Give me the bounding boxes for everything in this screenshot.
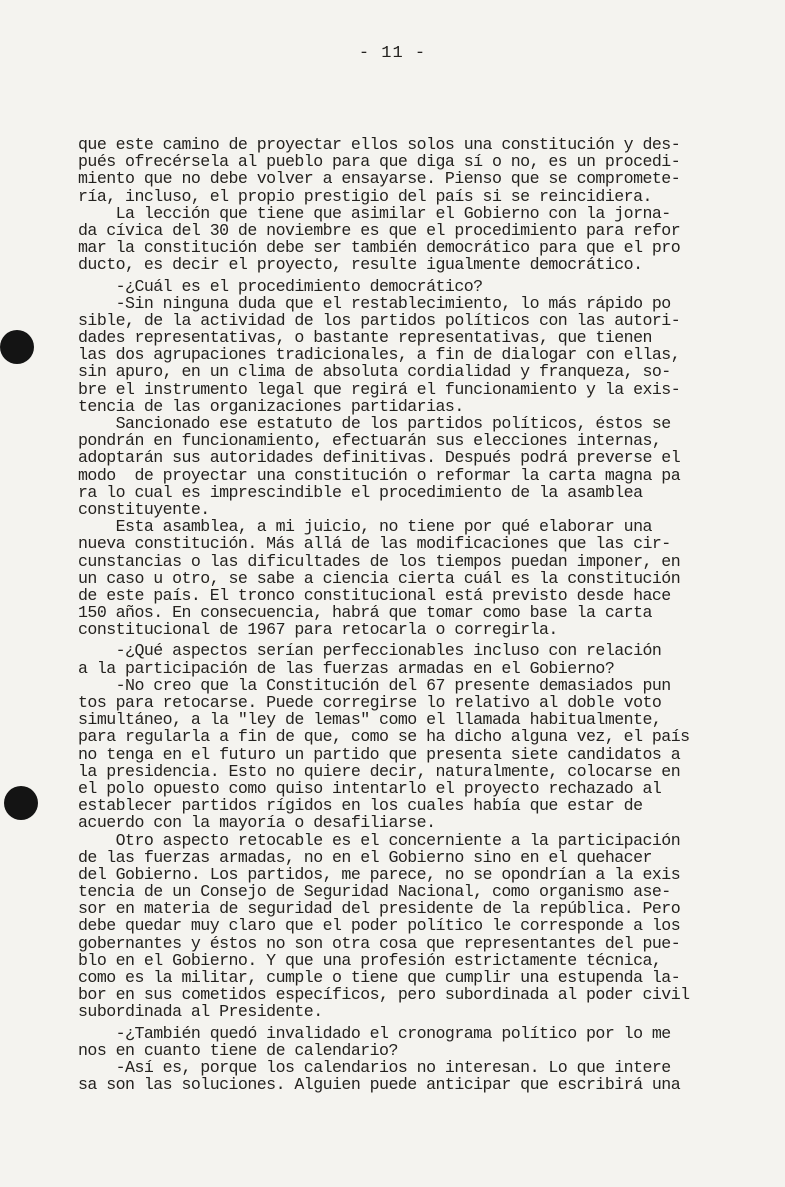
text-line: ducto, es decir el proyecto, resulte igualmente democrático. — [78, 255, 643, 275]
text-line: Esta asamblea, a mi juicio, no tiene por qué elaborar una — [78, 517, 652, 537]
paragraph — [78, 642, 738, 676]
text-line: la presidencia. Esto no quiere decir, naturalmente, colocarse en — [78, 761, 681, 781]
text-line: tos para retocarse. Puede corregirse lo relativo al doble voto — [78, 693, 662, 712]
text-line: que este camino de proyectar ellos solos una constitución y des- — [78, 135, 681, 154]
text-line: -Así es, porque los calendarios no interesan. Lo que intere — [78, 1057, 671, 1077]
text-line: constitucional de 1967 para retocarla o corregirla. — [78, 620, 558, 640]
text-line: -Sin ninguna duda que el restablecimiento, lo más rápido po — [78, 293, 671, 313]
text-line: las dos agrupaciones tradicionales, a fin de dialogar con ellas, — [78, 345, 681, 365]
text-line: dades representativas, o bastante representativas, que tienen — [78, 328, 652, 348]
text-line: nueva constitución. Más allá de las modificaciones que las cir- — [78, 534, 671, 554]
paragraph — [78, 278, 738, 295]
paragraph — [78, 677, 738, 832]
text-line: acuerdo con la mayoría o desafiliarse. — [78, 813, 436, 833]
paragraph — [78, 518, 738, 638]
paragraph — [78, 832, 738, 1021]
text-line: no tenga en el futuro un partido que presenta siete candidatos a — [78, 744, 681, 764]
text-line: blo en el Gobierno. Y que una profesión estrictamente técnica, — [78, 950, 662, 970]
text-line: miento que no debe volver a ensayarse. Pienso que se compromete- — [78, 169, 681, 189]
text-line: sa son las soluciones. Alguien puede anticipar que escribirá una — [78, 1075, 681, 1095]
text-line: tencia de las organizaciones partidarias. — [78, 396, 464, 416]
punch-hole — [0, 330, 34, 364]
text-line: un caso u otro, se sabe a ciencia cierta cuál es la constitución — [78, 568, 681, 588]
paragraph — [78, 1059, 738, 1093]
text-line: ría, incluso, el propio prestigio del país si se reincidiera. — [78, 186, 652, 206]
text-line: para regularla a fin de que, como se ha dicho alguna vez, el país — [78, 727, 690, 747]
text-line: 150 años. En consecuencia, habrá que tomar como base la carta — [78, 603, 652, 623]
paragraph — [78, 295, 738, 415]
text-line: modo de proyectar una constitución o reformar la carta magna pa — [78, 465, 681, 485]
text-line: nos en cuanto tiene de calendario? — [78, 1040, 398, 1060]
body-text — [78, 136, 738, 1093]
text-line: tencia de un Consejo de Seguridad Nacional, como organismo ase- — [78, 882, 671, 902]
page-number: - 11 - — [358, 44, 427, 63]
text-line: -No creo que la Constitución del 67 presente demasiados pun — [78, 675, 671, 695]
text-line: ra lo cual es imprescindible el procedimiento de la asamblea — [78, 482, 643, 502]
text-line: bre el instrumento legal que regirá el funcionamiento y la exis- — [78, 379, 681, 399]
text-line: bor en sus cometidos específicos, pero subordinada al poder civil — [78, 985, 690, 1005]
text-line: cunstancias o las dificultades de los tiempos puedan imponer, en — [78, 551, 681, 571]
text-line: sor en materia de seguridad del presidente de la república. Pero — [78, 899, 681, 919]
punch-hole — [4, 786, 38, 820]
text-line: Otro aspecto retocable es el concerniente a la participación — [78, 830, 681, 850]
paragraph — [78, 415, 738, 518]
text-line: de este país. El tronco constitucional está previsto desde hace — [78, 585, 671, 605]
text-line: constituyente. — [78, 499, 210, 519]
text-line: pués ofrecérsela al pueblo para que diga sí o no, es un procedi- — [78, 152, 681, 172]
text-line: -¿Qué aspectos serían perfeccionables incluso con relación — [78, 641, 662, 661]
text-line: del Gobierno. Los partidos, me parece, no se opondrían a la exis — [78, 864, 681, 884]
text-line: adoptarán sus autoridades definitivas. Después podrá preverse el — [78, 448, 681, 468]
text-line: simultáneo, a la "ley de lemas" como el llamada habitualmente, — [78, 710, 662, 730]
text-line: sin apuro, en un clima de absoluta cordialidad y franqueza, so- — [78, 362, 671, 382]
text-line: debe quedar muy claro que el poder político le corresponde a los — [78, 916, 681, 936]
text-line: a la participación de las fuerzas armadas en el Gobierno? — [78, 658, 615, 678]
text-line: pondrán en funcionamiento, efectuarán sus elecciones internas, — [78, 431, 662, 451]
text-line: La lección que tiene que asimilar el Gobierno con la jorna- — [78, 203, 671, 223]
text-line: -¿También quedó invalidado el cronograma político por lo me — [78, 1023, 671, 1043]
text-line: mar la constitución debe ser también democrático para que el pro — [78, 238, 681, 258]
paragraph — [78, 136, 738, 205]
paragraph — [78, 1025, 738, 1059]
text-line: gobernantes y éstos no son otra cosa que representantes del pue- — [78, 933, 681, 953]
text-line: -¿Cuál es el procedimiento democrático? — [78, 276, 483, 296]
text-line: como es la militar, cumple o tiene que cumplir una estupenda la- — [78, 968, 681, 987]
text-line: Sancionado ese estatuto de los partidos políticos, éstos se — [78, 414, 671, 433]
text-line: el polo opuesto como quiso intentarlo el proyecto rechazado al — [78, 778, 662, 798]
text-line: de las fuerzas armadas, no en el Gobierno sino en el quehacer — [78, 847, 652, 867]
paragraph — [78, 205, 738, 274]
text-line: establecer partidos rígidos en los cuales había que estar de — [78, 796, 643, 816]
text-line: da cívica del 30 de noviembre es que el procedimiento para refor — [78, 220, 681, 240]
text-line: sible, de la actividad de los partidos políticos con las autori- — [78, 310, 681, 330]
text-line: subordinada al Presidente. — [78, 1002, 323, 1022]
